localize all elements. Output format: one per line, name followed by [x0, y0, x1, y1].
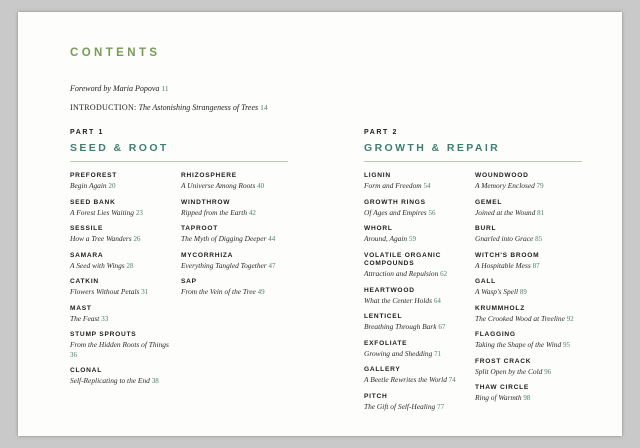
entry-page: 87 — [532, 261, 540, 270]
entry-subtitle — [475, 208, 580, 218]
entry-term: LIGNIN — [364, 172, 391, 179]
right-page — [320, 12, 622, 436]
entry-term: WITCH'S BROOM — [475, 251, 540, 259]
part-1-column-2 — [181, 172, 292, 394]
entry-subtitle-text: Flowers Without Petals — [70, 287, 140, 297]
entry-term: EXFOLIATE — [364, 339, 408, 347]
list-item[interactable] — [70, 172, 175, 191]
entry-subtitle — [70, 287, 175, 297]
entry-term: FROST CRACK — [475, 357, 532, 365]
entry-term: CATKIN — [70, 278, 99, 286]
part-title: GROWTH & REPAIR — [364, 142, 501, 154]
left-page — [18, 12, 320, 436]
entry-subtitle — [70, 181, 175, 191]
entry-subtitle — [364, 296, 469, 306]
entry-page: 67 — [438, 323, 446, 332]
list-item[interactable] — [70, 305, 175, 324]
entry-page: 20 — [108, 182, 116, 191]
front-matter-list — [70, 84, 300, 122]
part-1-entries — [70, 172, 292, 394]
list-item[interactable] — [364, 172, 469, 191]
list-item[interactable] — [475, 225, 580, 244]
entry-page: 49 — [257, 288, 265, 297]
entry-term: PREFOREST — [70, 172, 118, 179]
entry-subtitle-text: A Wasp's Spell — [475, 287, 519, 297]
entry-page: 81 — [537, 208, 545, 217]
list-item[interactable] — [70, 225, 175, 244]
entry-subtitle — [364, 181, 469, 191]
entry-subtitle-text: How a Tree Wanders — [70, 234, 132, 244]
list-item[interactable] — [70, 199, 175, 218]
list-item[interactable] — [475, 331, 580, 350]
entry-term: GALLERY — [364, 366, 401, 374]
part-label: PART 2 — [364, 129, 398, 136]
entry-subtitle — [181, 234, 286, 244]
list-item[interactable] — [70, 367, 175, 386]
entry-page: 92 — [566, 314, 574, 323]
part-2-column-2 — [475, 172, 586, 419]
list-item[interactable] — [475, 252, 580, 271]
part-2-entries — [364, 172, 586, 419]
entry-page: 95 — [563, 341, 571, 350]
list-item[interactable] — [70, 278, 175, 297]
entry-page: 28 — [126, 261, 134, 270]
entry-subtitle — [364, 402, 469, 412]
list-item[interactable] — [364, 287, 469, 306]
entry-subtitle-text: A Hospitable Mess — [475, 260, 531, 270]
list-item[interactable] — [364, 225, 469, 244]
front-matter-page: 14 — [260, 103, 268, 112]
list-item[interactable] — [181, 199, 286, 218]
entry-term: HEARTWOOD — [364, 286, 415, 294]
list-item[interactable] — [70, 84, 300, 94]
entry-term: KRUMMHOLZ — [475, 304, 525, 312]
entry-subtitle-text: Around, Again — [364, 234, 408, 244]
entry-term: SAP — [181, 278, 197, 286]
entry-term: WOUNDWOOD — [475, 172, 529, 179]
entry-subtitle — [364, 208, 469, 218]
entry-subtitle — [70, 261, 175, 271]
entry-term: SAMARA — [70, 251, 104, 259]
entry-subtitle — [181, 287, 286, 297]
entry-subtitle — [475, 393, 580, 403]
list-item[interactable] — [181, 225, 286, 244]
list-item[interactable] — [364, 313, 469, 332]
entry-term: RHIZOSPHERE — [181, 172, 237, 179]
entry-subtitle — [364, 234, 469, 244]
entry-term: BURL — [475, 225, 497, 233]
entry-page: 64 — [433, 296, 441, 305]
entry-term: WINDTHROW — [181, 198, 231, 206]
front-matter-page: 11 — [161, 84, 169, 93]
divider — [70, 161, 288, 162]
entry-subtitle-text: Ring of Warmth — [475, 393, 522, 403]
entry-subtitle — [70, 376, 175, 386]
entry-term: STUMP SPROUTS — [70, 331, 137, 339]
entry-subtitle-text: Of Ages and Empires — [364, 207, 427, 217]
entry-term: GALL — [475, 278, 496, 286]
entry-page: 31 — [141, 288, 149, 297]
front-matter-prefix: INTRODUCTION: — [70, 103, 137, 112]
list-item[interactable] — [475, 278, 580, 297]
entry-term: SEED BANK — [70, 198, 116, 206]
entry-subtitle-text: A Seed with Wings — [70, 260, 125, 270]
entry-subtitle-text: Breathing Through Bark — [364, 322, 437, 332]
entry-page: 56 — [428, 208, 436, 217]
list-item[interactable] — [364, 393, 469, 412]
entry-page: 54 — [423, 182, 431, 191]
entry-subtitle-text: From the Vein of the Tree — [181, 287, 256, 297]
contents-spread — [18, 12, 622, 436]
entry-page: 77 — [437, 402, 445, 411]
list-item[interactable] — [364, 252, 469, 280]
entry-subtitle — [364, 269, 469, 279]
entry-term: MAST — [70, 304, 92, 312]
entry-page: 40 — [257, 182, 265, 191]
list-item[interactable] — [70, 331, 175, 359]
part-2-column-1 — [364, 172, 475, 419]
entry-subtitle-text: Begin Again — [70, 181, 107, 191]
entry-subtitle — [475, 340, 580, 350]
entry-page: 47 — [268, 261, 276, 270]
entry-subtitle — [181, 208, 286, 218]
entry-page: 26 — [133, 235, 141, 244]
entry-term: GEMEL — [475, 198, 503, 206]
entry-page: 23 — [135, 208, 143, 217]
entry-subtitle — [181, 181, 286, 191]
entry-term: FLAGGING — [475, 331, 516, 339]
entry-subtitle-text: Taking the Shape of the Wind — [475, 340, 562, 350]
list-item[interactable] — [475, 305, 580, 324]
entry-term: GROWTH RINGS — [364, 198, 426, 206]
entry-page: 59 — [408, 235, 416, 244]
list-item[interactable] — [181, 278, 286, 297]
entry-subtitle — [364, 375, 469, 385]
entry-subtitle-text: Attraction and Repulsion — [364, 269, 439, 279]
entry-term: LENTICEL — [364, 313, 403, 321]
front-matter-title: The Astonishing Strangeness of Trees — [138, 103, 259, 112]
entry-subtitle — [70, 208, 175, 218]
entry-subtitle-text: From the Hidden Roots of Things — [70, 340, 169, 350]
entry-page: 89 — [519, 288, 527, 297]
part-2-header — [364, 129, 582, 171]
entry-page: 98 — [523, 394, 531, 403]
list-item[interactable] — [364, 366, 469, 385]
list-item[interactable] — [364, 199, 469, 218]
entry-subtitle-text: Everything Tangled Together — [181, 260, 267, 270]
entry-page: 96 — [544, 367, 552, 376]
entry-page: 44 — [268, 235, 276, 244]
entry-subtitle-text: The Gift of Self-Healing — [364, 401, 436, 411]
entry-subtitle-text: Split Open by the Cold — [475, 366, 543, 376]
entry-subtitle — [475, 261, 580, 271]
entry-page: 79 — [536, 182, 544, 191]
entry-page: 62 — [440, 270, 448, 279]
list-item[interactable] — [475, 172, 580, 191]
entry-term: THAW CIRCLE — [475, 384, 530, 392]
entry-subtitle — [364, 322, 469, 332]
entry-subtitle-text: Gnarled into Grace — [475, 234, 534, 244]
list-item[interactable] — [181, 252, 286, 271]
list-item[interactable] — [475, 358, 580, 377]
part-label: PART 1 — [70, 129, 104, 136]
list-item[interactable] — [475, 384, 580, 403]
entry-subtitle-text: Growing and Shedding — [364, 348, 433, 358]
entry-subtitle — [475, 367, 580, 377]
entry-subtitle-text: The Crooked Wood at Treeline — [475, 313, 565, 323]
list-item[interactable] — [475, 199, 580, 218]
entry-subtitle-text: The Myth of Digging Deeper — [181, 234, 267, 244]
entry-subtitle-text: Ripped from the Earth — [181, 207, 248, 217]
entry-subtitle-text: A Forest Lies Waiting — [70, 207, 134, 217]
part-1-column-1 — [70, 172, 181, 394]
entry-page: 33 — [101, 314, 109, 323]
entry-term: VOLATILE ORGANIC COMPOUNDS — [364, 251, 442, 268]
entry-subtitle-text: What the Center Holds — [364, 295, 432, 305]
list-item[interactable] — [364, 340, 469, 359]
entry-subtitle — [181, 261, 286, 271]
front-matter-title: Foreword by Maria Popova — [70, 84, 160, 93]
entry-subtitle-text: The Feast — [70, 313, 100, 323]
divider — [364, 161, 582, 162]
book-spread — [18, 12, 622, 436]
entry-term: MYCORRHIZA — [181, 251, 234, 259]
entry-page: 71 — [434, 349, 442, 358]
entry-page: 74 — [448, 376, 456, 385]
entry-term: TAPROOT — [181, 225, 218, 233]
entry-subtitle — [475, 181, 580, 191]
entry-subtitle — [475, 287, 580, 297]
entry-subtitle — [70, 234, 175, 244]
entry-term: CLONAL — [70, 367, 102, 375]
part-title: SEED & ROOT — [70, 142, 169, 154]
entry-subtitle-text: Joined at the Wound — [475, 207, 536, 217]
entry-page: 42 — [248, 208, 256, 217]
entry-term: PITCH — [364, 392, 388, 400]
entry-page: 36 — [70, 350, 77, 359]
entry-subtitle-text: Form and Freedom — [364, 181, 422, 191]
entry-term: SESSILE — [70, 225, 104, 233]
entry-subtitle-text: Self-Replicating to the End — [70, 376, 150, 386]
entry-subtitle-text: A Universe Among Roots — [181, 181, 256, 191]
entry-page: 85 — [535, 235, 543, 244]
page-title: CONTENTS — [70, 47, 161, 59]
list-item[interactable] — [70, 252, 175, 271]
part-1-header — [70, 129, 288, 171]
entry-page: 38 — [151, 377, 159, 386]
entry-subtitle — [70, 314, 175, 324]
entry-subtitle — [70, 340, 175, 359]
entry-term: WHORL — [364, 225, 393, 233]
entry-subtitle-text: A Memory Enclosed — [475, 181, 535, 191]
entry-subtitle-text: A Beetle Rewrites the World — [364, 375, 447, 385]
list-item[interactable] — [181, 172, 286, 191]
entry-subtitle — [364, 349, 469, 359]
entry-subtitle — [475, 234, 580, 244]
list-item[interactable] — [70, 103, 300, 113]
entry-subtitle — [475, 314, 580, 324]
